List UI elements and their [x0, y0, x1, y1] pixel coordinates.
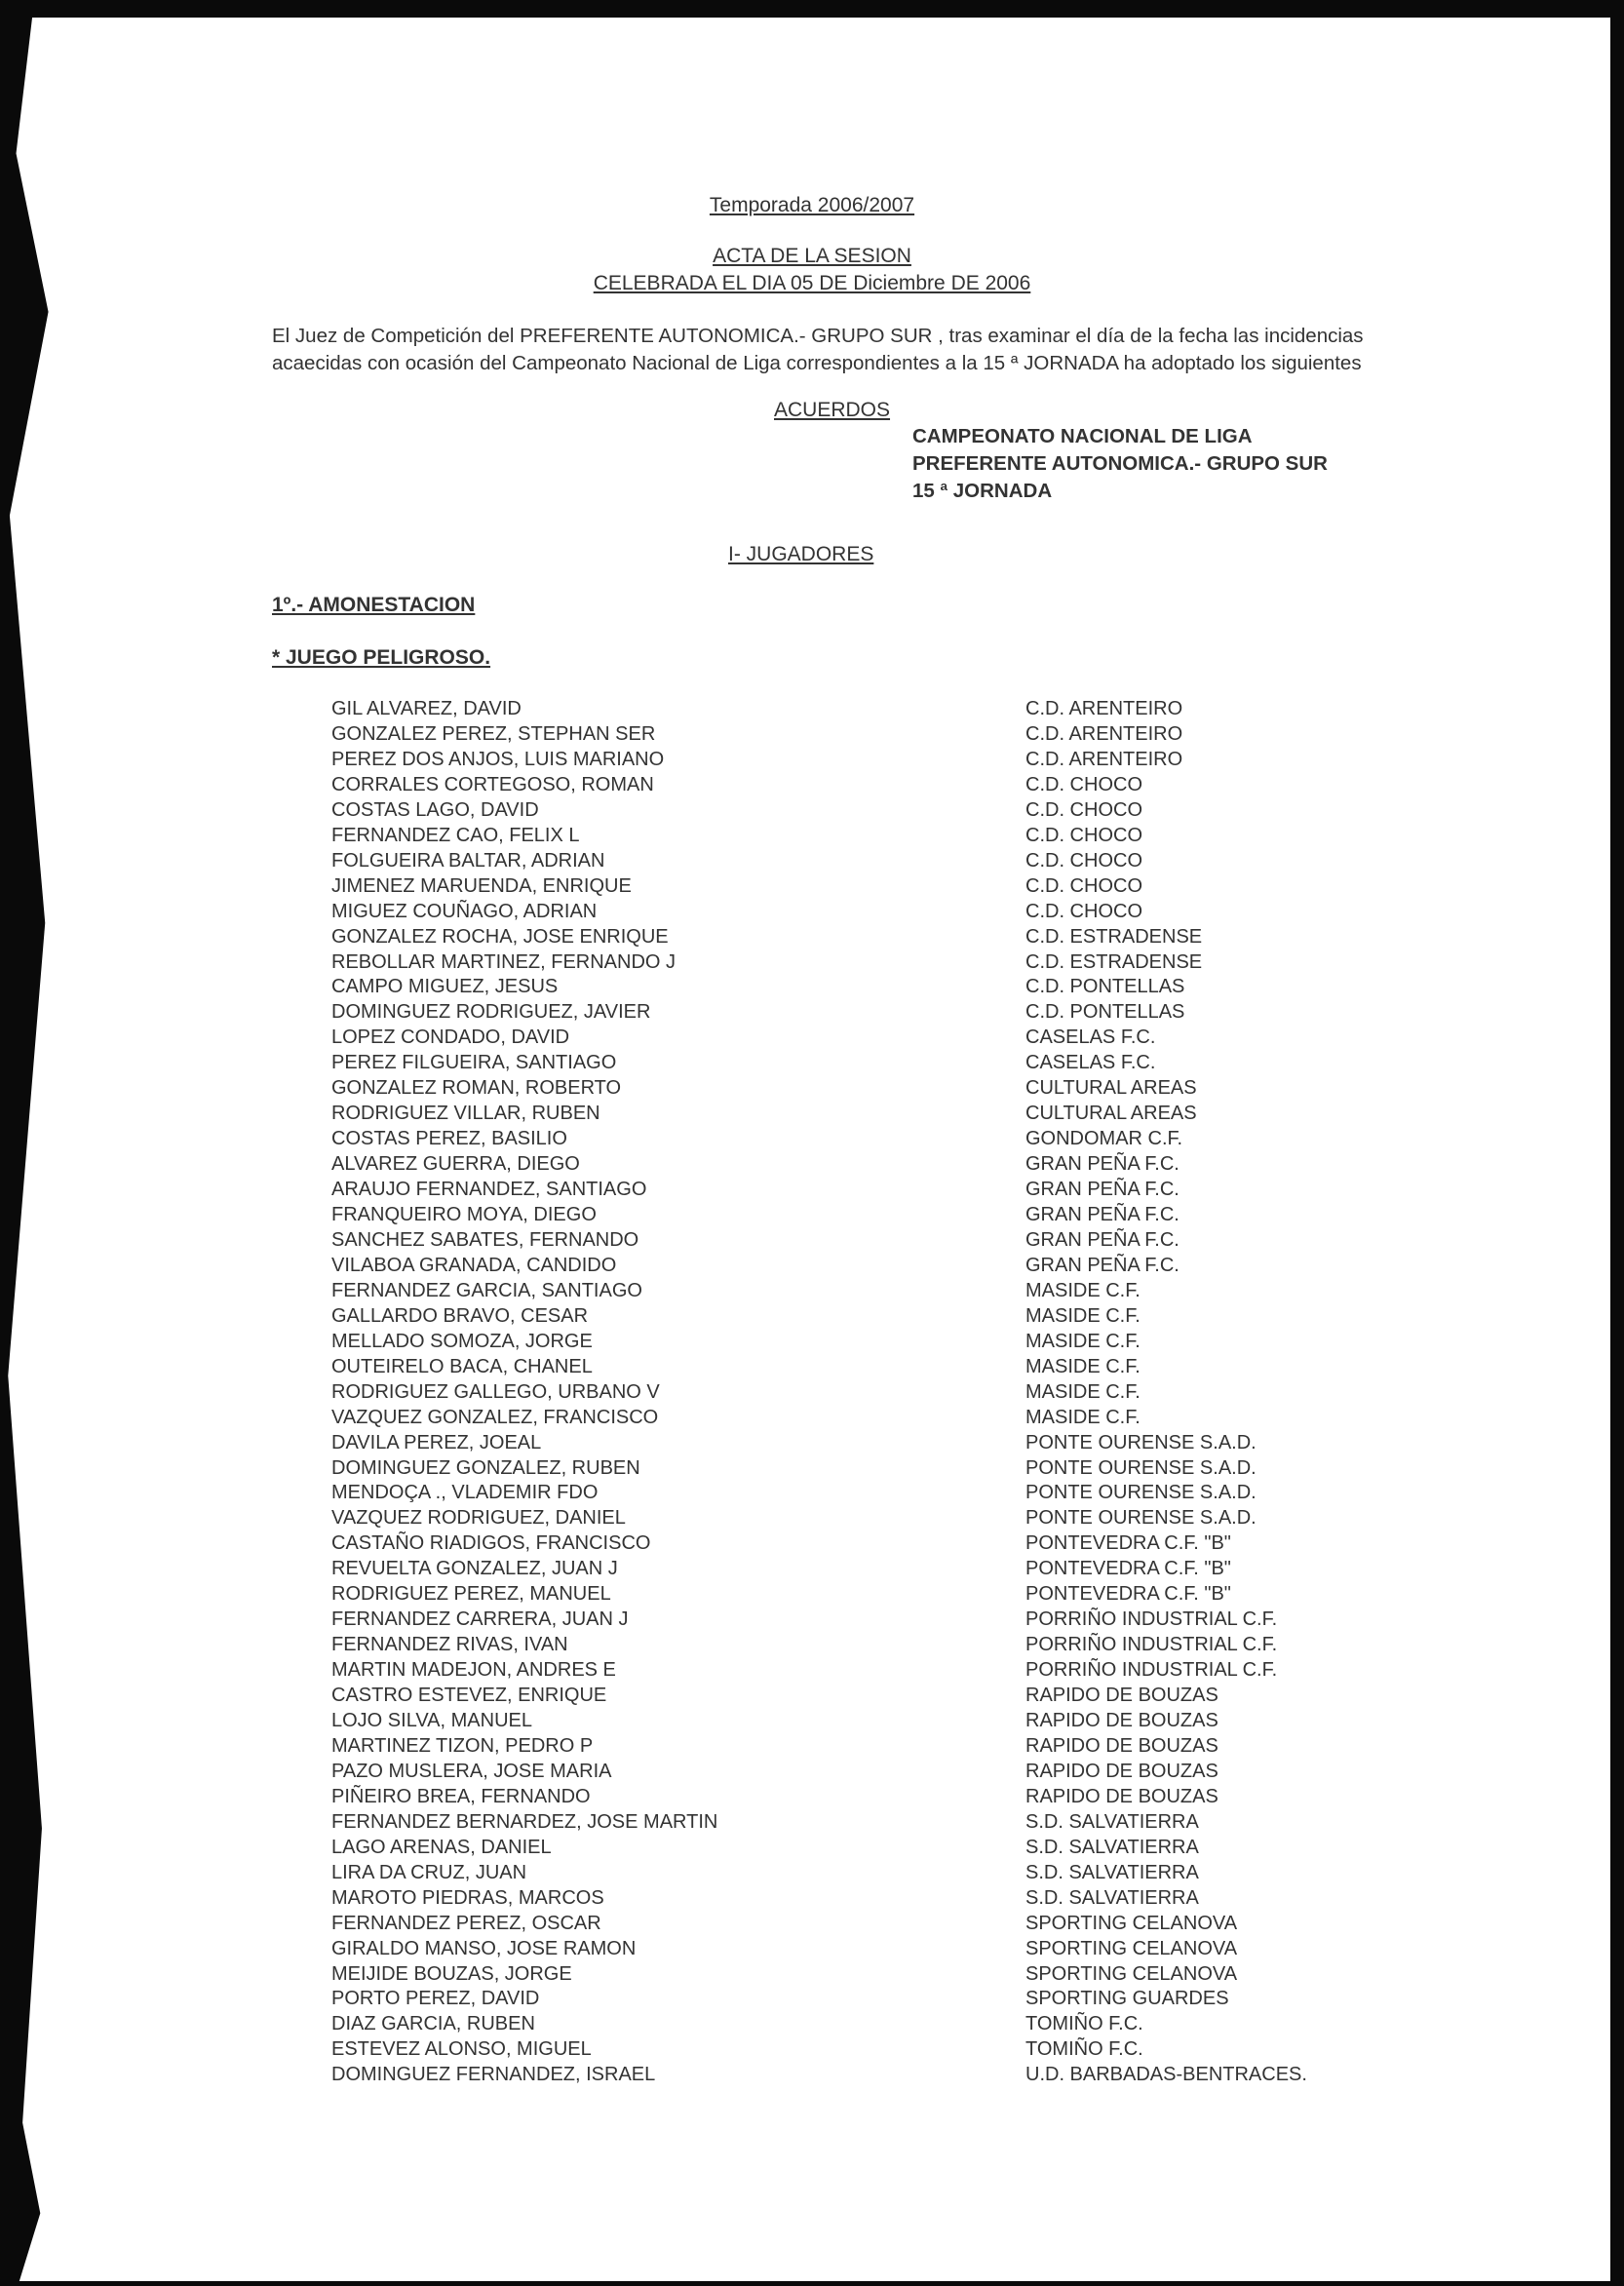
- list-item: [0, 951, 1624, 977]
- player-name: LOPEZ CONDADO, DAVID: [331, 1027, 570, 1049]
- player-name: RODRIGUEZ VILLAR, RUBEN: [331, 1103, 600, 1125]
- list-item: [0, 1153, 1624, 1179]
- list-item: [0, 774, 1624, 799]
- player-name: MIGUEZ COUÑAGO, ADRIAN: [331, 900, 598, 922]
- player-club: PONTEVEDRA C.F. "B": [1025, 1532, 1231, 1555]
- player-name: REBOLLAR MARTINEZ, FERNANDO J: [331, 950, 677, 973]
- player-club: S.D. SALVATIERRA: [1025, 1810, 1199, 1833]
- list-item: [0, 1659, 1624, 1685]
- player-name: FERNANDEZ CAO, FELIX L: [331, 824, 580, 846]
- list-item: [0, 1761, 1624, 1786]
- list-item: [0, 2038, 1624, 2064]
- player-name: LOJO SILVA, MANUEL: [331, 1710, 532, 1731]
- list-item: [0, 1685, 1624, 1710]
- player-club: C.D. PONTELLAS: [1025, 976, 1185, 998]
- list-item: [0, 1255, 1624, 1280]
- player-name: MAROTO PIEDRAS, MARCOS: [331, 1886, 604, 1909]
- player-club: S.D. SALVATIERRA: [1025, 1861, 1199, 1883]
- player-name: COSTAS LAGO, DAVID: [331, 798, 539, 821]
- player-club: RAPIDO DE BOUZAS: [1025, 1760, 1218, 1782]
- list-item: [0, 1432, 1624, 1457]
- player-club: C.D. CHOCO: [1025, 900, 1142, 922]
- list-item: [0, 1356, 1624, 1381]
- player-club: RAPIDO DE BOUZAS: [1025, 1685, 1218, 1707]
- player-name: PIÑEIRO BREA, FERNANDO: [331, 1785, 591, 1807]
- player-club: RAPIDO DE BOUZAS: [1025, 1710, 1218, 1731]
- player-club: GONDOMAR C.F.: [1025, 1128, 1183, 1150]
- acuerdos-heading: ACUERDOS: [774, 399, 891, 421]
- list-item: [0, 1229, 1624, 1255]
- intro-line-2: acaecidas con ocasión del Campeonato Nacional de Liga correspondientes a la 15 ª JORNADA ha adoptado los siguientes: [272, 352, 1362, 374]
- list-item: [0, 1001, 1624, 1027]
- player-name: COSTAS PEREZ, BASILIO: [331, 1128, 567, 1150]
- list-item: [0, 1913, 1624, 1938]
- player-club: C.D. CHOCO: [1025, 773, 1142, 795]
- player-club: C.D. CHOCO: [1025, 874, 1142, 897]
- player-name: SANCHEZ SABATES, FERNANDO: [331, 1228, 639, 1251]
- player-club: C.D. PONTELLAS: [1025, 1001, 1185, 1024]
- player-name: DOMINGUEZ FERNANDEZ, ISRAEL: [331, 2064, 656, 2086]
- list-item: [0, 1634, 1624, 1659]
- list-item: [0, 1811, 1624, 1837]
- player-club: PONTE OURENSE S.A.D.: [1025, 1482, 1257, 1504]
- player-club: PONTEVEDRA C.F. "B": [1025, 1558, 1231, 1580]
- player-club: MASIDE C.F.: [1025, 1380, 1141, 1403]
- player-club: PONTE OURENSE S.A.D.: [1025, 1431, 1257, 1453]
- season-title: Temporada 2006/2007: [709, 194, 915, 216]
- player-name: ARAUJO FERNANDEZ, SANTIAGO: [331, 1179, 647, 1201]
- list-item: [0, 1103, 1624, 1128]
- list-item: [0, 1077, 1624, 1103]
- player-name: FERNANDEZ RIVAS, IVAN: [331, 1634, 568, 1656]
- player-name: LIRA DA CRUZ, JUAN: [331, 1861, 527, 1883]
- section-title: I- JUGADORES: [728, 543, 874, 565]
- list-item: [0, 1735, 1624, 1761]
- list-item: [0, 1027, 1624, 1052]
- list-item: [0, 1963, 1624, 1989]
- list-item: [0, 1786, 1624, 1811]
- subsection-title: 1º.- AMONESTACION: [272, 594, 476, 616]
- list-item: [0, 1608, 1624, 1634]
- list-item: [0, 1280, 1624, 1305]
- acuerdos-line-3: 15 ª JORNADA: [912, 480, 1053, 502]
- player-name: VILABOA GRANADA, CANDIDO: [331, 1254, 617, 1276]
- player-name: MARTIN MADEJON, ANDRES E: [331, 1659, 616, 1682]
- list-item: [0, 875, 1624, 901]
- acuerdos-line-1: CAMPEONATO NACIONAL DE LIGA: [912, 425, 1253, 447]
- player-club: CULTURAL AREAS: [1025, 1103, 1197, 1125]
- player-name: DOMINGUEZ GONZALEZ, RUBEN: [331, 1456, 640, 1479]
- list-item: [0, 749, 1624, 774]
- player-name: FERNANDEZ CARRERA, JUAN J: [331, 1608, 629, 1631]
- player-name: GONZALEZ ROMAN, ROBERTO: [331, 1077, 622, 1100]
- player-name: FERNANDEZ BERNARDEZ, JOSE MARTIN: [331, 1810, 718, 1833]
- player-club: SPORTING CELANOVA: [1025, 1937, 1238, 1959]
- acuerdos-line-2: PREFERENTE AUTONOMICA.- GRUPO SUR: [912, 452, 1328, 475]
- list-item: [0, 1482, 1624, 1507]
- player-club: C.D. CHOCO: [1025, 849, 1142, 872]
- acta-date: CELEBRADA EL DIA 05 DE Diciembre DE 2006: [593, 272, 1031, 294]
- player-club: SPORTING CELANOVA: [1025, 1912, 1238, 1934]
- list-item: [0, 1305, 1624, 1331]
- player-club: C.D. ARENTEIRO: [1025, 722, 1183, 745]
- player-name: PEREZ DOS ANJOS, LUIS MARIANO: [331, 748, 665, 770]
- player-name: GONZALEZ ROCHA, JOSE ENRIQUE: [331, 925, 669, 948]
- player-name: PEREZ FILGUEIRA, SANTIAGO: [331, 1052, 617, 1074]
- player-club: C.D. CHOCO: [1025, 824, 1142, 846]
- list-item: [0, 2013, 1624, 2038]
- acta-title: ACTA DE LA SESION: [713, 245, 911, 267]
- player-club: PONTE OURENSE S.A.D.: [1025, 1456, 1257, 1479]
- list-item: [0, 1381, 1624, 1407]
- player-club: C.D. ESTRADENSE: [1025, 950, 1203, 973]
- player-name: PORTO PEREZ, DAVID: [331, 1988, 540, 2010]
- player-club: TOMIÑO F.C.: [1025, 2013, 1143, 2035]
- player-club: GRAN PEÑA F.C.: [1025, 1204, 1179, 1225]
- player-name: GALLARDO BRAVO, CESAR: [331, 1304, 589, 1327]
- player-club: PONTE OURENSE S.A.D.: [1025, 1507, 1257, 1530]
- player-name: DOMINGUEZ RODRIGUEZ, JAVIER: [331, 1001, 651, 1024]
- player-name: MARTINEZ TIZON, PEDRO P: [331, 1734, 594, 1757]
- player-club: GRAN PEÑA F.C.: [1025, 1254, 1179, 1276]
- player-name: MELLADO SOMOZA, JORGE: [331, 1330, 593, 1352]
- player-name: CAMPO MIGUEZ, JESUS: [331, 976, 559, 998]
- player-club: S.D. SALVATIERRA: [1025, 1886, 1199, 1909]
- list-item: [0, 926, 1624, 951]
- player-club: PORRIÑO INDUSTRIAL C.F.: [1025, 1659, 1278, 1682]
- list-item: [0, 1988, 1624, 2013]
- list-item: [0, 1331, 1624, 1356]
- player-club: SPORTING GUARDES: [1025, 1988, 1229, 2010]
- player-club: SPORTING CELANOVA: [1025, 1962, 1238, 1985]
- category-title: * JUEGO PELIGROSO.: [272, 646, 491, 669]
- player-club: PONTEVEDRA C.F. "B": [1025, 1583, 1231, 1606]
- player-name: OUTEIRELO BACA, CHANEL: [331, 1355, 593, 1377]
- player-name: FRANQUEIRO MOYA, DIEGO: [331, 1204, 597, 1225]
- player-name: JIMENEZ MARUENDA, ENRIQUE: [331, 874, 632, 897]
- player-club: GRAN PEÑA F.C.: [1025, 1179, 1179, 1201]
- player-club: MASIDE C.F.: [1025, 1355, 1141, 1377]
- list-item: [0, 825, 1624, 850]
- player-name: ALVAREZ GUERRA, DIEGO: [331, 1153, 580, 1176]
- player-club: C.D. CHOCO: [1025, 798, 1142, 821]
- player-club: GRAN PEÑA F.C.: [1025, 1228, 1179, 1251]
- player-name: FERNANDEZ GARCIA, SANTIAGO: [331, 1279, 642, 1301]
- player-club: U.D. BARBADAS-BENTRACES.: [1025, 2064, 1307, 2086]
- list-item: [0, 1052, 1624, 1077]
- list-item: [0, 1862, 1624, 1887]
- player-name: GIL ALVAREZ, DAVID: [331, 698, 522, 719]
- player-name: VAZQUEZ RODRIGUEZ, DANIEL: [331, 1507, 626, 1530]
- player-club: C.D. ARENTEIRO: [1025, 698, 1183, 719]
- player-name: GONZALEZ PEREZ, STEPHAN SER: [331, 722, 656, 745]
- list-item: [0, 976, 1624, 1001]
- list-item: [0, 1457, 1624, 1483]
- list-item: [0, 723, 1624, 749]
- player-name: RODRIGUEZ PEREZ, MANUEL: [331, 1583, 611, 1606]
- list-item: [0, 901, 1624, 926]
- player-name: LAGO ARENAS, DANIEL: [331, 1836, 552, 1858]
- player-club: CASELAS F.C.: [1025, 1052, 1156, 1074]
- player-name: DAVILA PEREZ, JOEAL: [331, 1431, 542, 1453]
- player-name: CASTRO ESTEVEZ, ENRIQUE: [331, 1685, 607, 1707]
- list-item: [0, 1938, 1624, 1963]
- player-name: DIAZ GARCIA, RUBEN: [331, 2013, 535, 2035]
- player-club: PORRIÑO INDUSTRIAL C.F.: [1025, 1608, 1278, 1631]
- player-club: TOMIÑO F.C.: [1025, 2038, 1143, 2061]
- player-name: MENDOÇA ., VLADEMIR FDO: [331, 1482, 599, 1504]
- list-item: [0, 1558, 1624, 1583]
- list-item: [0, 1204, 1624, 1229]
- list-item: [0, 2064, 1624, 2089]
- player-club: RAPIDO DE BOUZAS: [1025, 1734, 1218, 1757]
- player-name: GIRALDO MANSO, JOSE RAMON: [331, 1937, 637, 1959]
- player-club: S.D. SALVATIERRA: [1025, 1836, 1199, 1858]
- list-item: [0, 698, 1624, 723]
- player-name: FOLGUEIRA BALTAR, ADRIAN: [331, 849, 605, 872]
- list-item: [0, 1583, 1624, 1608]
- player-club: MASIDE C.F.: [1025, 1279, 1141, 1301]
- player-club: C.D. ARENTEIRO: [1025, 748, 1183, 770]
- list-item: [0, 850, 1624, 875]
- player-name: CORRALES CORTEGOSO, ROMAN: [331, 773, 654, 795]
- list-item: [0, 1532, 1624, 1558]
- list-item: [0, 1507, 1624, 1532]
- player-club: MASIDE C.F.: [1025, 1330, 1141, 1352]
- player-name: RODRIGUEZ GALLEGO, URBANO V: [331, 1380, 660, 1403]
- list-item: [0, 1407, 1624, 1432]
- player-name: FERNANDEZ PEREZ, OSCAR: [331, 1912, 601, 1934]
- player-name: PAZO MUSLERA, JOSE MARIA: [331, 1760, 612, 1782]
- player-name: MEIJIDE BOUZAS, JORGE: [331, 1962, 572, 1985]
- player-name: CASTAÑO RIADIGOS, FRANCISCO: [331, 1532, 651, 1555]
- player-club: C.D. ESTRADENSE: [1025, 925, 1203, 948]
- player-club: MASIDE C.F.: [1025, 1304, 1141, 1327]
- intro-line-1: El Juez de Competición del PREFERENTE AUTONOMICA.- GRUPO SUR , tras examinar el día de la fecha las incidencias: [272, 325, 1364, 347]
- list-item: [0, 1887, 1624, 1913]
- list-item: [0, 1128, 1624, 1153]
- player-name: ESTEVEZ ALONSO, MIGUEL: [331, 2038, 592, 2061]
- list-item: [0, 1837, 1624, 1862]
- list-item: [0, 799, 1624, 825]
- list-item: [0, 1179, 1624, 1204]
- list-item: [0, 1710, 1624, 1735]
- player-name: VAZQUEZ GONZALEZ, FRANCISCO: [331, 1406, 659, 1428]
- player-club: MASIDE C.F.: [1025, 1406, 1141, 1428]
- player-club: PORRIÑO INDUSTRIAL C.F.: [1025, 1634, 1278, 1656]
- player-club: RAPIDO DE BOUZAS: [1025, 1785, 1218, 1807]
- player-club: CULTURAL AREAS: [1025, 1077, 1197, 1100]
- player-name: REVUELTA GONZALEZ, JUAN J: [331, 1558, 618, 1580]
- player-club: CASELAS F.C.: [1025, 1027, 1156, 1049]
- player-club: GRAN PEÑA F.C.: [1025, 1153, 1179, 1176]
